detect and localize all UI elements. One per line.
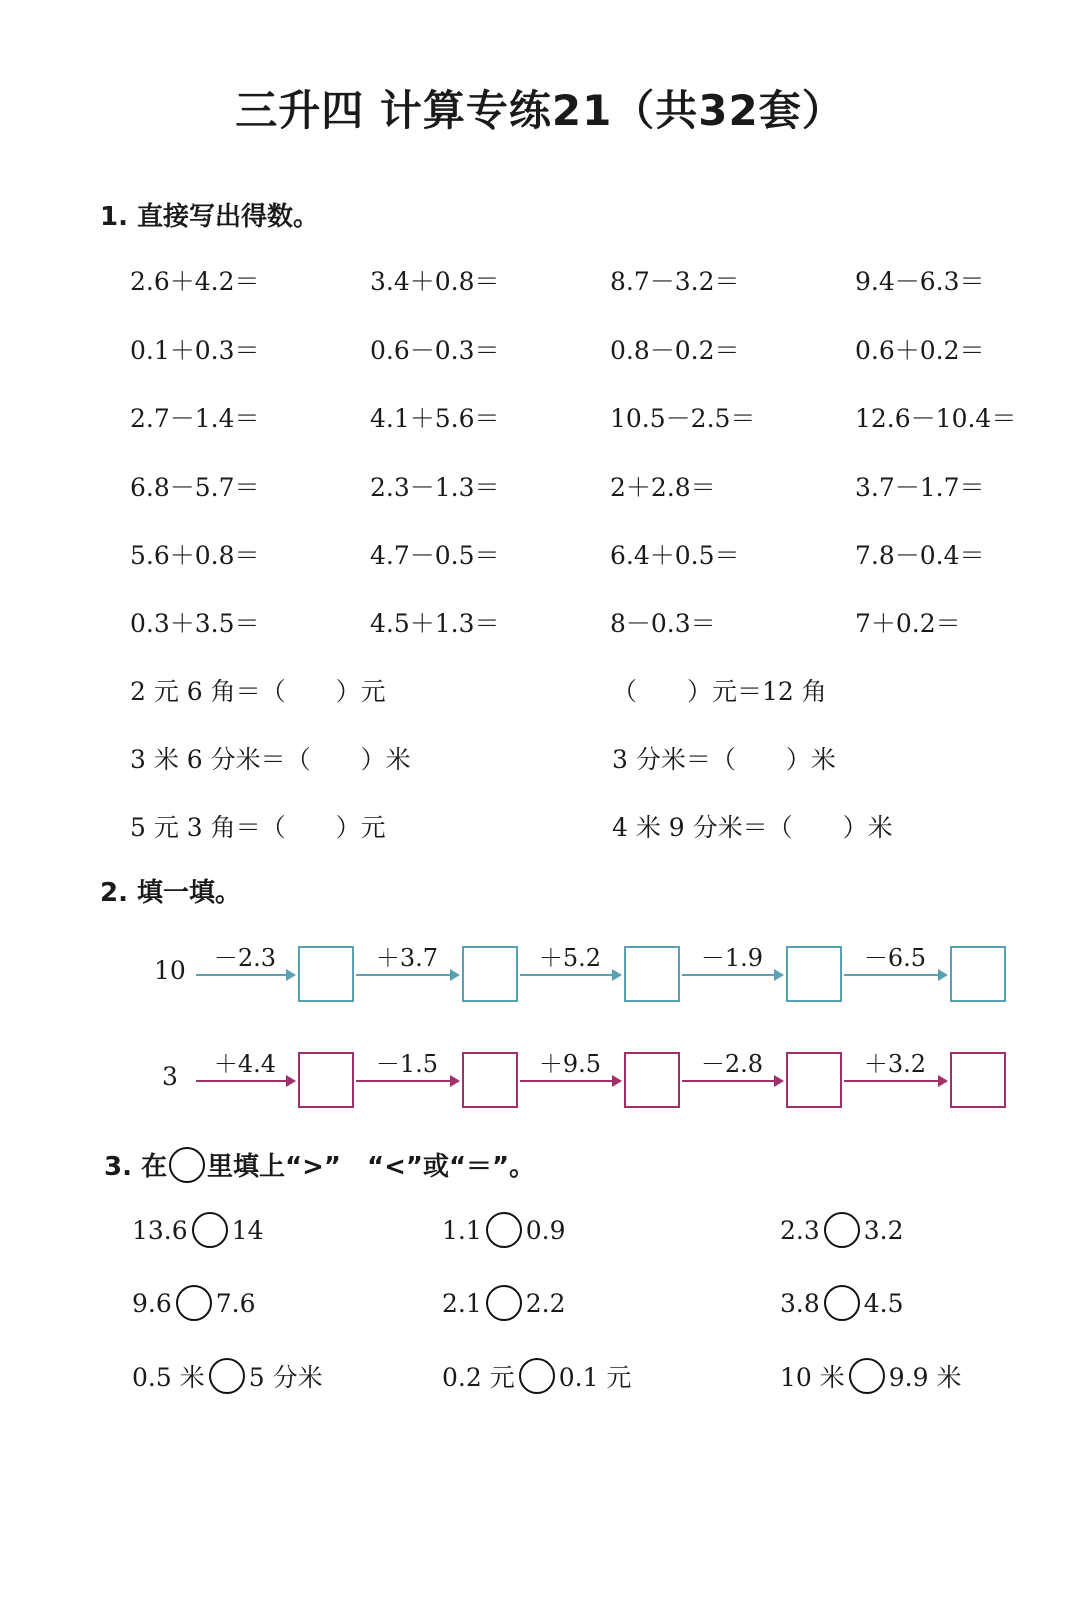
comparison-circle[interactable] (824, 1212, 860, 1248)
equation: 2.7－1.4＝ (130, 404, 260, 433)
equation: 4.1＋5.6＝ (370, 404, 500, 433)
arrow-icon (356, 974, 458, 976)
comparison-left: 1.1 (442, 1215, 482, 1245)
comparison-right: 4.5 (863, 1288, 904, 1318)
section2-heading: 2. 填一填。 (100, 878, 242, 908)
answer-box[interactable] (624, 1052, 680, 1108)
equation: 0.3＋3.5＝ (130, 609, 260, 638)
chain-operation: ＋9.5 (538, 1050, 602, 1078)
unit-conversion: （ ）元＝12 角 (612, 677, 827, 706)
equation: 8－0.3＝ (610, 609, 716, 638)
chain-start-value: 10 (154, 956, 186, 985)
comparison-circle[interactable] (486, 1212, 522, 1248)
chain-operation: －1.5 (375, 1050, 439, 1078)
comparison-left: 9.6 (132, 1288, 172, 1318)
arrow-icon (844, 974, 946, 976)
answer-box[interactable] (950, 1052, 1006, 1108)
comparison-right: 14 (231, 1215, 264, 1245)
comparison-left: 0.5 米 (132, 1363, 205, 1392)
compare-circle-icon (169, 1147, 205, 1183)
equation: 4.7－0.5＝ (370, 541, 500, 570)
equation: 3.4＋0.8＝ (370, 267, 500, 296)
chain-operation: －2.8 (700, 1050, 764, 1078)
comparison-right: 5 分米 (248, 1363, 323, 1392)
equation: 7.8－0.4＝ (855, 541, 985, 570)
equation: 6.8－5.7＝ (130, 473, 260, 502)
arrow-icon (196, 974, 294, 976)
comparison-left: 2.1 (442, 1288, 482, 1318)
equation: 0.8－0.2＝ (610, 336, 740, 365)
comparison-right: 2.2 (525, 1288, 566, 1318)
comparison-item (780, 1358, 961, 1394)
unit-conversion: 3 米 6 分米＝（ ）米 (130, 745, 411, 774)
comparison-item (442, 1358, 631, 1394)
comparison-right: 3.2 (863, 1215, 904, 1245)
equation: 0.6－0.3＝ (370, 336, 500, 365)
comparison-item (442, 1212, 566, 1248)
arrow-icon (520, 1080, 620, 1082)
comparison-item (132, 1285, 256, 1321)
arrow-icon (520, 974, 620, 976)
equation: 3.7－1.7＝ (855, 473, 985, 502)
answer-box[interactable] (786, 946, 842, 1002)
comparison-left: 2.3 (780, 1215, 820, 1245)
comparison-circle[interactable] (486, 1285, 522, 1321)
equation: 5.6＋0.8＝ (130, 541, 260, 570)
unit-conversion: 3 分米＝（ ）米 (612, 745, 836, 774)
equation: 0.6＋0.2＝ (855, 336, 985, 365)
equation: 12.6－10.4＝ (855, 404, 1017, 433)
chain-operation: －2.3 (213, 944, 277, 972)
chain-operation: ＋4.4 (213, 1050, 277, 1078)
comparison-circle[interactable] (519, 1358, 555, 1394)
comparison-circle[interactable] (192, 1212, 228, 1248)
comparison-item (442, 1285, 566, 1321)
unit-conversion: 5 元 3 角＝（ ）元 (130, 813, 386, 842)
answer-box[interactable] (624, 946, 680, 1002)
comparison-circle[interactable] (209, 1358, 245, 1394)
answer-box[interactable] (462, 946, 518, 1002)
comparison-circle[interactable] (176, 1285, 212, 1321)
chain-operation: ＋3.7 (375, 944, 439, 972)
arrow-icon (196, 1080, 294, 1082)
unit-conversion: 2 元 6 角＝（ ）元 (130, 677, 386, 706)
comparison-item (132, 1358, 323, 1394)
comparison-left: 3.8 (780, 1288, 820, 1318)
unit-conversion: 4 米 9 分米＝（ ）米 (612, 813, 893, 842)
chain-operation: －6.5 (863, 944, 927, 972)
arrow-icon (844, 1080, 946, 1082)
arrow-icon (682, 974, 782, 976)
equation: 2＋2.8＝ (610, 473, 716, 502)
comparison-right: 0.9 (525, 1215, 566, 1245)
answer-box[interactable] (298, 1052, 354, 1108)
answer-box[interactable] (298, 946, 354, 1002)
comparison-right: 9.9 米 (888, 1363, 962, 1392)
section1-heading: 1. 直接写出得数。 (100, 202, 320, 232)
equation: 8.7－3.2＝ (610, 267, 740, 296)
chain-operation: ＋5.2 (538, 944, 602, 972)
answer-box[interactable] (462, 1052, 518, 1108)
chain-operation: ＋3.2 (863, 1050, 927, 1078)
chain-operation: －1.9 (700, 944, 764, 972)
comparison-item (780, 1285, 904, 1321)
arrow-icon (682, 1080, 782, 1082)
answer-box[interactable] (950, 946, 1006, 1002)
comparison-right: 7.6 (215, 1288, 256, 1318)
comparison-circle[interactable] (824, 1285, 860, 1321)
equation: 4.5＋1.3＝ (370, 609, 500, 638)
equation: 6.4＋0.5＝ (610, 541, 740, 570)
equation: 10.5－2.5＝ (610, 404, 756, 433)
equation: 2.3－1.3＝ (370, 473, 500, 502)
section3-heading (104, 1146, 535, 1183)
section3-heading-prefix: 3. 在 (104, 1152, 168, 1182)
answer-box[interactable] (786, 1052, 842, 1108)
chain-start-value: 3 (162, 1062, 178, 1091)
comparison-item (132, 1212, 263, 1248)
comparison-circle[interactable] (849, 1358, 885, 1394)
equation: 7＋0.2＝ (855, 609, 961, 638)
section3-heading-suffix: 里填上“>” “<”或“＝”。 (207, 1152, 536, 1182)
comparison-left: 10 米 (780, 1363, 845, 1392)
equation: 2.6＋4.2＝ (130, 267, 260, 296)
arrow-icon (356, 1080, 458, 1082)
equation: 0.1＋0.3＝ (130, 336, 260, 365)
comparison-left: 0.2 元 (442, 1363, 515, 1392)
comparison-left: 13.6 (132, 1215, 188, 1245)
comparison-item (780, 1212, 904, 1248)
comparison-right: 0.1 元 (558, 1363, 632, 1392)
worksheet-title: 三升四 计算专练21（共32套） (235, 86, 845, 135)
equation: 9.4－6.3＝ (855, 267, 985, 296)
